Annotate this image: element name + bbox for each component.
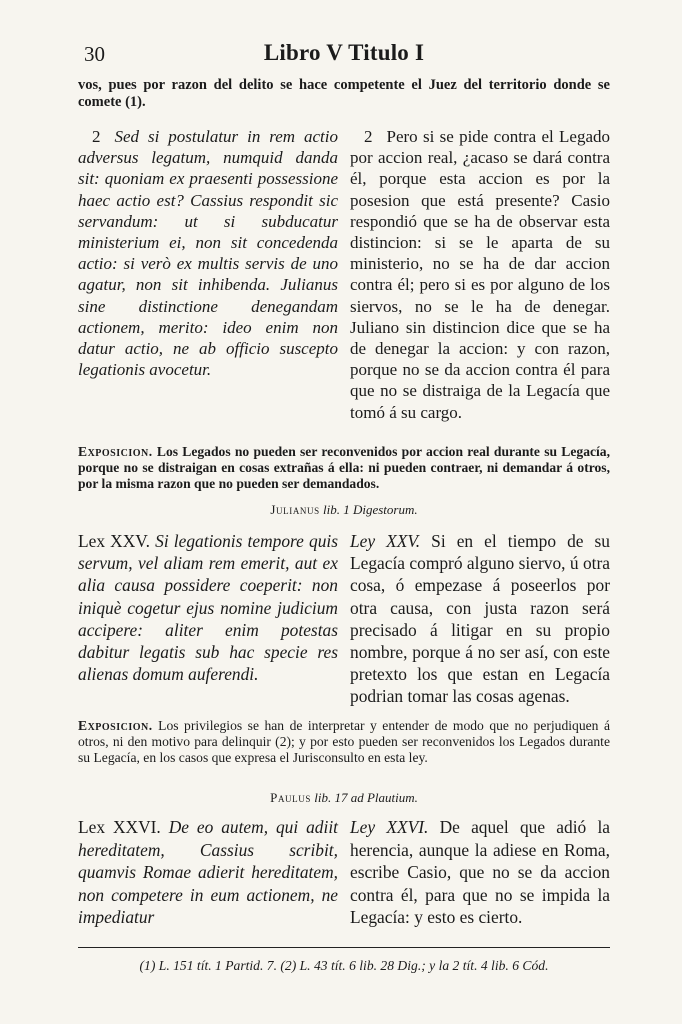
ley-heading: Ley XXV. (350, 531, 421, 551)
exposicion-label: Exposicion. (78, 444, 153, 459)
spanish-column (350, 816, 610, 929)
running-head (78, 36, 610, 66)
paragraph-number: 2 (92, 127, 101, 146)
spanish-text: Si en el tiempo de su Legacía compró alguno siervo, ú otra cosa, ó empezase á poseerlos por otra causa, con justa razon será precisado á litigar en su propio nombre, porque á no ser así, con este pretexto los que estan en Legacía podrian tomar las cosas agenas. (350, 531, 610, 707)
exposicion-label: Exposicion. (78, 718, 153, 733)
source-author: Paulus (270, 790, 311, 805)
latin-column (78, 530, 338, 708)
lex-heading: Lex XXV. (78, 531, 150, 551)
lex-heading: Lex XXVI. (78, 817, 161, 837)
latin-column (78, 816, 338, 929)
continued-text: vos, pues por razon del delito se hace competente el Juez del territorio donde se comete (1). (78, 77, 610, 110)
spanish-column (350, 126, 610, 423)
exposicion-block (78, 718, 610, 765)
latin-column (78, 126, 338, 423)
latin-text: Si legationis tempore quis servum, vel aliam rem emerit, aut ex alia causa possidere coeperit: non iniquè cogetur ejus nomine judicium accipere: aliter enim potestas dabitur legatis sub hac specie res alienas domum auferendi. (78, 531, 339, 685)
latin-text: Sed si postulatur in rem actio adversus legatum, numquid danda sit: quoniam ex praesenti possessione haec actio est? Cassius respondit sic servandum: ut si subducatur ministerium ei, non sit concedenda actio: si verò ex multis servis de uno agatur, non sit inhibenda. Julianus sine distinctione denegandam actionem, merito: ideo enim non datur actio, ne ab officio suscepto legationis avocetur. (78, 127, 338, 380)
exposicion-block (78, 444, 610, 491)
footnote-rule (78, 947, 610, 948)
section-2-columns (78, 126, 610, 423)
lex-25-columns (78, 530, 610, 708)
source-citation (78, 790, 610, 806)
source-work: lib. 17 ad Plautium. (314, 790, 418, 805)
page-number: 30 (84, 42, 105, 66)
source-work: lib. 1 Digestorum. (322, 502, 418, 517)
footnotes: (1) L. 151 tít. 1 Partid. 7. (2) L. 43 tít. 6 lib. 28 Dig.; y la 2 tít. 4 lib. 6 Cód. (139, 958, 549, 973)
ley-heading: Ley XXVI. (350, 817, 429, 837)
source-citation (78, 502, 610, 518)
spanish-column (350, 530, 610, 708)
running-title: Libro V Titulo I (263, 40, 425, 65)
latin-text: De eo autem, qui adiit hereditatem, Cassius scribit, quamvis Romae adierit hereditatem, non competere in eum actionem, ne impediatur (78, 817, 338, 928)
spanish-text: Pero si se pide contra el Legado por accion real, ¿acaso se dará contra él, porque esta accion es por la posesion que está presente? Casio respondió que se ha de observar esta distincion: si se le aparta de su ministerio, no se ha de dar accion contra él; pero si es por alguno de los siervos, no se le ha de denegar. Juliano sin distincion dice que se ha de denegar la accion: y con razon, porque no se da accion contra él para que no se distraiga de la Legacía que tomó á su cargo. (350, 127, 610, 422)
exposicion-text: Los Legados no pueden ser reconvenidos por accion real durante su Legacía, porque no se distraigan en cosas extrañas á ella: ni pueden contraer, ni demandar á otros, por la misma razon que no pueden ser demandados. (78, 444, 610, 491)
paragraph-number: 2 (364, 127, 373, 146)
lex-26-columns (78, 816, 610, 929)
spanish-text: De aquel que adió la herencia, aunque la adiese en Roma, escribe Casio, que no se da accion contra él, para que no se impida la Legacía: y esto es cierto. (350, 817, 610, 928)
exposicion-text: Los privilegios se han de interpretar y entender de modo que no perjudiquen á otros, ni den motivo para delinquir (2); y por esto pueden ser reconvenidos los Legados durante su Legacía, en los casos que expresa el Jurisconsulto en esta ley. (78, 718, 610, 765)
source-author: Julianus (270, 502, 320, 517)
